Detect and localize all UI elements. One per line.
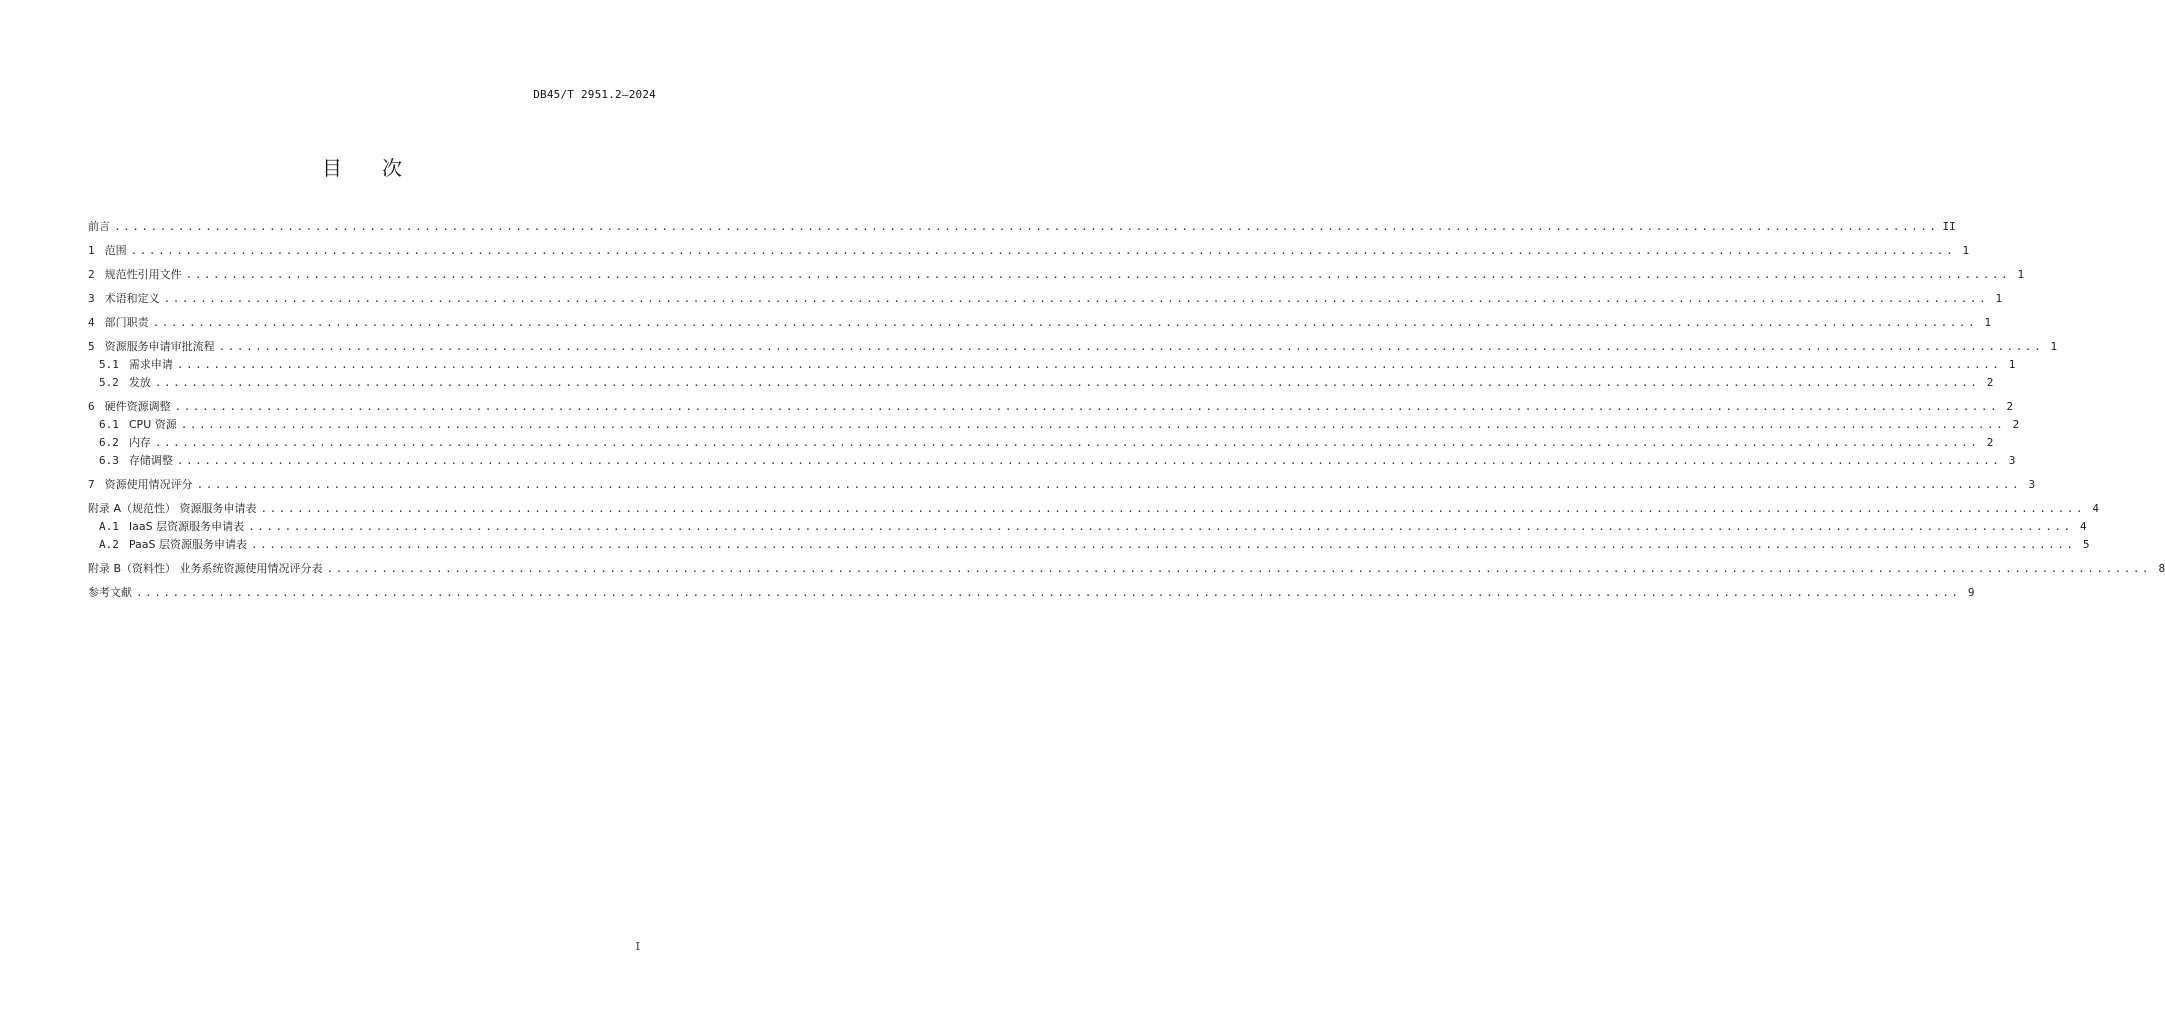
toc-entry-label: 参考文献 (88, 586, 132, 599)
toc-entry-number: 6.1 (99, 418, 119, 431)
toc-entry[interactable] (88, 218, 1956, 236)
toc-entry-number: 6.2 (99, 436, 119, 449)
toc-entry-label: 规范性引用文件 (104, 268, 182, 281)
toc-leader-dots: ........................................................................................................................................................................................................ (163, 292, 1989, 305)
document-code: DB45/T 2951.2—2024 (533, 88, 656, 101)
toc-entry-label: 存储调整 (128, 454, 173, 467)
toc-leader-dots: ........................................................................................................................................................................................................ (154, 436, 1980, 449)
toc-entry-label: 发放 (128, 376, 151, 389)
toc-entry[interactable] (88, 476, 2036, 494)
toc-entry-page: 9 (1967, 586, 1975, 599)
toc-entry-page: 2 (2006, 400, 2014, 413)
toc-entry[interactable] (88, 356, 2016, 374)
toc-entry[interactable] (88, 416, 2020, 434)
toc-entry-page: II (1942, 220, 1956, 233)
toc-entry-number: 1 (88, 244, 95, 257)
toc-entry-label: 术语和定义 (104, 292, 160, 305)
toc-leader-dots: ........................................................................................................................................................................................................ (250, 538, 2076, 551)
toc-entry[interactable] (88, 452, 2016, 470)
toc-entry-number: 6 (88, 400, 95, 413)
toc-entry[interactable] (88, 266, 2025, 284)
toc-entry-number: 4 (88, 316, 95, 329)
toc-entry-page: 2 (1986, 436, 1994, 449)
toc-entry-label: CPU 资源 (128, 418, 177, 431)
toc-entry[interactable] (88, 500, 2100, 518)
title-char-1: 目 (322, 156, 342, 180)
toc-leader-dots: ........................................................................................................................................................................................................ (196, 478, 2022, 491)
toc-entry-label: PaaS 层资源服务申请表 (128, 538, 247, 551)
toc-entry[interactable] (88, 560, 2165, 578)
toc-entry-page: 1 (2017, 268, 2025, 281)
toc-entry[interactable] (88, 338, 2058, 356)
toc-entry[interactable] (88, 374, 1994, 392)
toc-entry-page: 3 (2008, 454, 2016, 467)
toc-leader-dots: ........................................................................................................................................................................................................ (130, 244, 1956, 257)
toc-leader-dots: ........................................................................................................................................................................................................ (154, 376, 1980, 389)
toc-entry[interactable] (88, 314, 1992, 332)
toc-entry[interactable] (88, 290, 2003, 308)
toc-entry-page: 1 (1962, 244, 1970, 257)
toc-entry-label: 资源使用情况评分 (104, 478, 193, 491)
toc-entry-number: 5.1 (99, 358, 119, 371)
toc-entry-page: 1 (2008, 358, 2016, 371)
toc-entry[interactable] (88, 518, 2087, 536)
toc-entry-page: 8 (2158, 562, 2165, 575)
toc-entry-label: 资源服务申请审批流程 (104, 340, 215, 353)
toc-leader-dots: ........................................................................................................................................................................................................ (260, 502, 2086, 515)
toc-entry-label: 附录 B（资料性） 业务系统资源使用情况评分表 (88, 562, 323, 575)
table-of-contents (88, 218, 2165, 602)
toc-entry-label: 范围 (104, 244, 127, 257)
toc-leader-dots: ........................................................................................................................................................................................................ (136, 586, 1961, 599)
toc-entry[interactable] (88, 434, 1994, 452)
toc-entry-label: 硬件资源调整 (104, 400, 171, 413)
toc-entry-number: 7 (88, 478, 95, 491)
page-title (0, 152, 724, 181)
toc-entry-page: 1 (1984, 316, 1992, 329)
toc-entry-label: IaaS 层资源服务申请表 (128, 520, 245, 533)
toc-leader-dots: ........................................................................................................................................................................................................ (174, 400, 2000, 413)
toc-entry-page: 4 (2092, 502, 2100, 515)
toc-leader-dots: ........................................................................................................................................................................................................ (326, 562, 2152, 575)
toc-leader-dots: ........................................................................................................................................................................................................ (114, 220, 1939, 233)
footer-page-number: I (635, 940, 640, 953)
toc-entry[interactable] (88, 398, 2014, 416)
toc-leader-dots: ........................................................................................................................................................................................................ (248, 520, 2073, 533)
toc-entry-label: 附录 A（规范性） 资源服务申请表 (88, 502, 257, 515)
toc-entry-label: 需求申请 (128, 358, 173, 371)
title-char-2: 次 (382, 156, 402, 180)
toc-entry-page: 1 (1995, 292, 2003, 305)
toc-entry-number: A.1 (99, 520, 119, 533)
toc-entry-page: 1 (2050, 340, 2058, 353)
toc-entry-label: 内存 (128, 436, 151, 449)
toc-leader-dots: ........................................................................................................................................................................................................ (176, 358, 2002, 371)
toc-entry-page: 4 (2079, 520, 2087, 533)
toc-entry-number: 2 (88, 268, 95, 281)
toc-entry[interactable] (88, 584, 1975, 602)
toc-leader-dots: ........................................................................................................................................................................................................ (152, 316, 1978, 329)
toc-entry-page: 2 (2012, 418, 2020, 431)
toc-leader-dots: ........................................................................................................................................................................................................ (185, 268, 2011, 281)
toc-entry-page: 2 (1986, 376, 1994, 389)
toc-entry-page: 3 (2028, 478, 2036, 491)
toc-entry[interactable] (88, 536, 2090, 554)
toc-leader-dots: ........................................................................................................................................................................................................ (218, 340, 2044, 353)
toc-entry-number: 5 (88, 340, 95, 353)
toc-entry-number: 6.3 (99, 454, 119, 467)
toc-entry-number: A.2 (99, 538, 119, 551)
toc-entry-label: 部门职责 (104, 316, 149, 329)
toc-entry-number: 3 (88, 292, 95, 305)
toc-leader-dots: ........................................................................................................................................................................................................ (176, 454, 2002, 467)
toc-entry-page: 5 (2082, 538, 2090, 551)
toc-entry-number: 5.2 (99, 376, 119, 389)
toc-entry[interactable] (88, 242, 1970, 260)
toc-entry-label: 前言 (88, 220, 110, 233)
toc-leader-dots: ........................................................................................................................................................................................................ (180, 418, 2006, 431)
